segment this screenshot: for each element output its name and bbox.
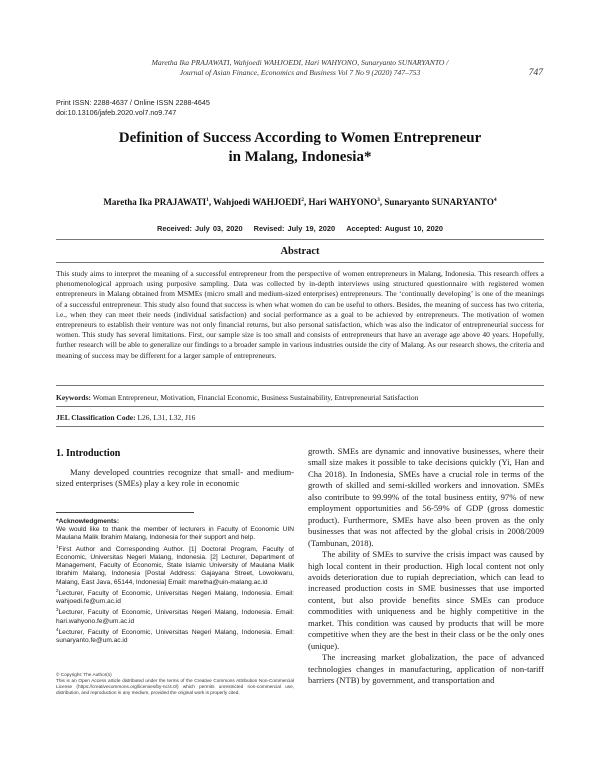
received-date: Received: July 03, 2020 [157, 224, 243, 233]
issn-block [56, 98, 210, 118]
abstract-body: This study aims to interpret the meaning of a successful entrepreneur from the perspective of women entrepreneurs in Malang, Indonesia. This research offers a phenomenological approach using purposive sampling. Data was collected by in-depth interviews using structured questionnaire with registered women entrepreneurs in Malang obtained from MSMEs (micro small and medium-sized enterprises) entrepreneurs. The ‘continually developing’ is one of the meanings of a successful entrepreneur. This study also found that success is when what women do can be useful to others. Besides, the meaning of success has two criteria, i.e., when they can meet their needs (individual satisfaction) and social performance as a goal to be achieved by entrepreneurs. The motivation of women entrepreneurs to establish their venture was not only financial returns, but also personal satisfaction, which was also the indicator of entrepreneurial success for women. This study has several limitations. First, our sample size is too small and consists of entrepreneurs that have an average age above 40 years. Hopefully, further research will be able to generalize our findings to a broader sample in various industries outside the city of Malang. As our research shows, the criteria and meaning of success may be different for a larger sample of entrepreneurs. [56, 269, 544, 360]
footnote-1 [56, 543, 294, 587]
author-mark: 2 [301, 197, 305, 203]
accepted-date: Accepted: August 10, 2020 [346, 224, 443, 233]
running-head-journal: Journal of Asian Finance, Economics and Business Vol 7 No 9 (2020) 747–753 [179, 68, 421, 77]
keywords-rule [56, 406, 544, 407]
title-line-1: Definition of Success According to Women Entrepreneur [118, 130, 482, 146]
jel-rule [56, 426, 544, 427]
intro-right-column [308, 446, 544, 687]
jel-classification [56, 413, 544, 423]
copyright-license-text: This is an Open Access article distributed under the terms of the Creative Commons Attribution Non-Commercial License (https://creativecommons.org/licenses/by-nc/4.0/) which permits unrestricted non-commercial use, distribution, and reproduction in any medium, provided the original work is properly cited. [56, 678, 294, 696]
footnote-mark: 1 [56, 543, 59, 549]
author-name: Maretha Ika PRAJAWATI [103, 197, 207, 207]
author-mark: 1 [206, 197, 209, 203]
footnote-3 [56, 606, 294, 626]
footnote-text: Lecturer, Faculty of Economic, Universitas Negeri Malang, Indonesia. Email: sunaryanto.fe@um.ac.id [56, 629, 294, 645]
footnote-text: Lecturer, Faculty of Economic, Universitas Negeri Malang, Indonesia. Email: wahjoedi.fe@um.ac.id [56, 590, 294, 606]
article-title [60, 129, 540, 167]
keywords [56, 393, 544, 403]
acknowledgments-text: We would like to thank the member of lecturers in Faculty of Economic UIN Maulana Malik Ibrahim Malang, Indonesia for their support and help. [56, 526, 294, 542]
author-mark: 3 [377, 197, 380, 203]
copyright-notice [56, 672, 294, 696]
author-name: Sunaryanto SUNARYANTO [384, 197, 494, 207]
keywords-text: Woman Entrepreneur, Motivation, Financial Economic, Business Sustainability, Entrepreneurial Satisfaction [92, 393, 419, 402]
footnote-text: First Author and Corresponding Author. [1] Doctoral Program, Faculty of Economic, Universitas Negeri Malang, Indonesia. [2] Lecturer, Department of Management, Faculty of Economic, State Islamic University of Maulana Malik Ibrahim Malang, Indonesia [Postal Address: Gajayana Street, Lowokwaru, Malang, East Java, 65144, Indonesia] Email: maretha@uin-malang.ac.id [56, 545, 294, 586]
intro-paragraph: growth. SMEs are dynamic and innovative businesses, where their small size makes it possible to take decisions quickly (Yi, Han and Cha 2018). In Indonesia, SMEs have a crucial role in terms of the growth of skilled and semi-skilled workers and innovation. SMEs also contribute to 99.99% of the total business entity, 97% of new employment opportunities and 56-59% of GDP (gross domestic product). Furthermore, SMEs have also been proven as the only businesses that was not affected by the global crisis in 2008/2009 (Tambunan, 2018). [308, 446, 544, 548]
abstract-heading: Abstract [280, 246, 320, 257]
copyright-title: © Copyright: The Author(s) [56, 672, 112, 677]
footnote-mark: 4 [56, 627, 59, 632]
author-list: Maretha Ika PRAJAWATI$^1$, Wahjoedi WAHJOEDI$^2$, Hari WAHYONO$^3$, Sunaryanto SUNARYANTO$^4$ [103, 197, 497, 207]
footnote-2 [56, 587, 294, 607]
acknowledgments-title: *Acknowledgments: [56, 518, 120, 525]
footnote-rule [56, 512, 194, 513]
footnotes [56, 518, 294, 646]
submission-dates [40, 224, 560, 233]
abstract-top-rule [56, 239, 544, 240]
issn-text: Print ISSN: 2288-4637 / Online ISSN 2288-4645 [56, 98, 210, 107]
footnote-mark: 2 [56, 587, 59, 593]
author-name: Wahjoedi WAHJOEDI [213, 197, 302, 207]
intro-paragraph: The ability of SMEs to survive the crisis impact was caused by high local content in their production. High local content not only avoids deterioration due to rupiah depreciation, which can lead to increased production costs in SME businesses that use imported content, but also provide benefits since SMEs can produce commodities with uniqueness and be highly competitive in the market. This condition was caused by products that will be more competitive when they are the best in their class or be the only ones (unique). [308, 549, 544, 651]
intro-paragraph: The increasing market globalization, the pace of advanced technologies changes in manufacturing, application of non-tariff barriers (NTB) by government, and transportation and [308, 652, 544, 686]
jel-codes: L26, L31, L32, J16 [137, 413, 196, 422]
jel-label: JEL Classification Code: [56, 413, 136, 422]
title-line-2: in Malang, Indonesia* [228, 149, 372, 165]
author-mark: 4 [493, 197, 497, 203]
keywords-label: Keywords: [56, 393, 91, 402]
footnote-mark: 3 [56, 607, 59, 613]
footnote-4 [56, 626, 294, 646]
abstract-bottom-rule [56, 385, 544, 386]
abstract-heading-rule [56, 262, 544, 263]
author-name: Hari WAHYONO [308, 197, 378, 207]
page-number: 747 [528, 68, 543, 78]
revised-date: Revised: July 19, 2020 [253, 224, 336, 233]
section-heading-introduction: 1. Introduction [56, 448, 121, 459]
footnote-text: Lecturer, Faculty of Economic, Universitas Negeri Malang, Indonesia. Email: hari.wahyono.fe@um.ac.id [56, 609, 294, 625]
doi-text[interactable]: doi:10.13106/jafeb.2020.vol7.no9.747 [56, 108, 177, 117]
intro-left-paragraph: Many developed countries recognize that small- and medium-sized enterprises (SMEs) play a key role in economic [56, 467, 294, 489]
running-head-authors: Maretha Ika PRAJAWATI, Wahjoedi WAHJOEDI, Hari WAHYONO, Sunaryanto SUNARYANTO / [151, 58, 449, 67]
running-head [130, 58, 470, 78]
